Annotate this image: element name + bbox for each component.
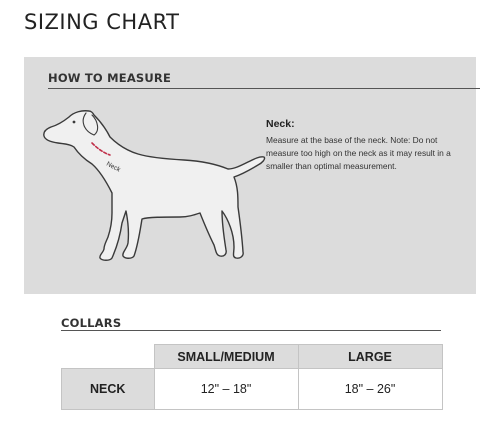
- column-header-small-medium: SMALL/MEDIUM: [154, 345, 298, 369]
- table-corner: [62, 345, 155, 369]
- heading-divider: [48, 88, 480, 89]
- collar-size-table: [61, 344, 443, 410]
- neck-label: Neck: [105, 160, 122, 174]
- column-header-large: LARGE: [298, 345, 442, 369]
- dog-eye: [73, 121, 76, 124]
- cell-neck-large: 18" – 26": [298, 369, 442, 410]
- how-to-measure-heading: HOW TO MEASURE: [48, 71, 172, 85]
- neck-title: Neck:: [266, 118, 295, 130]
- how-to-measure-panel: [24, 57, 476, 294]
- cell-neck-small-medium: 12" – 18": [154, 369, 298, 410]
- table-row: [62, 369, 443, 410]
- dog-silhouette-icon: [34, 109, 266, 269]
- neck-description: Measure at the base of the neck. Note: Do not measure too high on the neck as it may result in a smaller than optimal measurement.: [266, 135, 451, 171]
- page-title: SIZING CHART: [24, 10, 180, 34]
- dog-outline: [44, 111, 265, 261]
- table-header-row: [62, 345, 443, 369]
- collars-heading: COLLARS: [61, 316, 122, 330]
- row-header-neck: NECK: [62, 369, 155, 410]
- collars-divider: [61, 330, 441, 331]
